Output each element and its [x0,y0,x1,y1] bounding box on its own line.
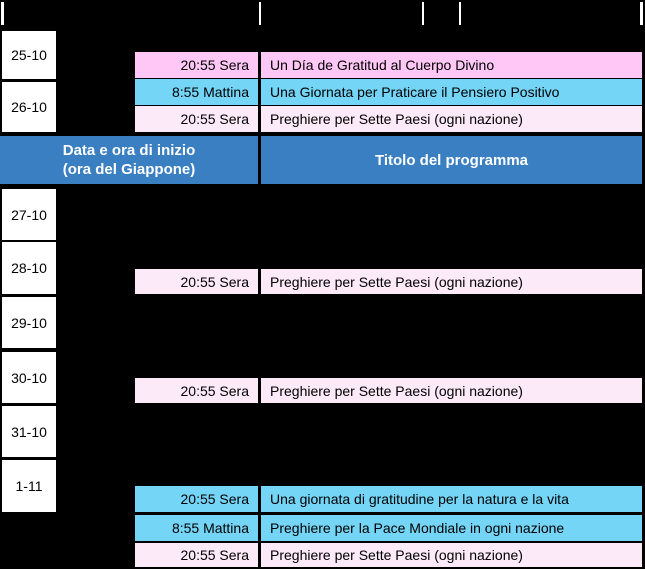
program-title-cell[interactable]: Preghiere per Sette Paesi (ogni nazione) [261,106,642,132]
header-datetime-line2: (ora del Giappone) [62,161,196,178]
date-cell[interactable]: 31-10 [2,406,56,457]
date-cell[interactable]: 26-10 [2,82,56,132]
gridline-tick [422,2,424,25]
gridline-tick [459,2,461,25]
time-cell[interactable]: 8:55 Mattina [135,515,258,541]
date-cell[interactable]: 28-10 [2,242,56,294]
header-datetime-line1: Data e ora di inizio [62,142,196,159]
time-cell[interactable]: 20:55 Sera [135,378,258,403]
date-cell[interactable]: 1-11 [2,460,56,512]
time-cell[interactable]: 20:55 Sera [135,269,258,294]
time-cell[interactable]: 20:55 Sera [135,486,258,512]
program-title-cell[interactable]: Preghiere per la Pace Mondiale in ogni nazione [261,515,642,541]
date-cell[interactable]: 29-10 [2,297,56,348]
program-title-cell[interactable]: Preghiere per Sette Paesi (ogni nazione) [261,378,642,403]
date-cell[interactable]: 27-10 [2,189,56,240]
header-datetime-column[interactable] [0,136,258,184]
program-title-cell[interactable]: Una Giornata per Praticare il Pensiero Positivo [261,79,642,105]
gridline-tick [259,2,261,25]
program-title-cell[interactable]: Un Día de Gratitud al Cuerpo Divino [261,52,642,78]
header-title-label: Titolo del programma [374,151,529,169]
date-cell[interactable]: 25-10 [2,31,56,79]
program-title-cell[interactable]: Preghiere per Sette Paesi (ogni nazione) [261,543,642,567]
header-title-column[interactable] [261,136,642,184]
time-cell[interactable]: 8:55 Mattina [135,79,258,105]
program-title-cell[interactable]: Preghiere per Sette Paesi (ogni nazione) [261,269,642,294]
time-cell[interactable]: 20:55 Sera [135,106,258,132]
date-cell[interactable]: 30-10 [2,352,56,403]
gridline-tick [1,2,4,25]
time-cell[interactable]: 20:55 Sera [135,543,258,567]
time-cell[interactable]: 20:55 Sera [135,52,258,78]
program-title-cell[interactable]: Una giornata di gratitudine per la natura e la vita [261,486,642,512]
gridline-tick [640,2,643,25]
